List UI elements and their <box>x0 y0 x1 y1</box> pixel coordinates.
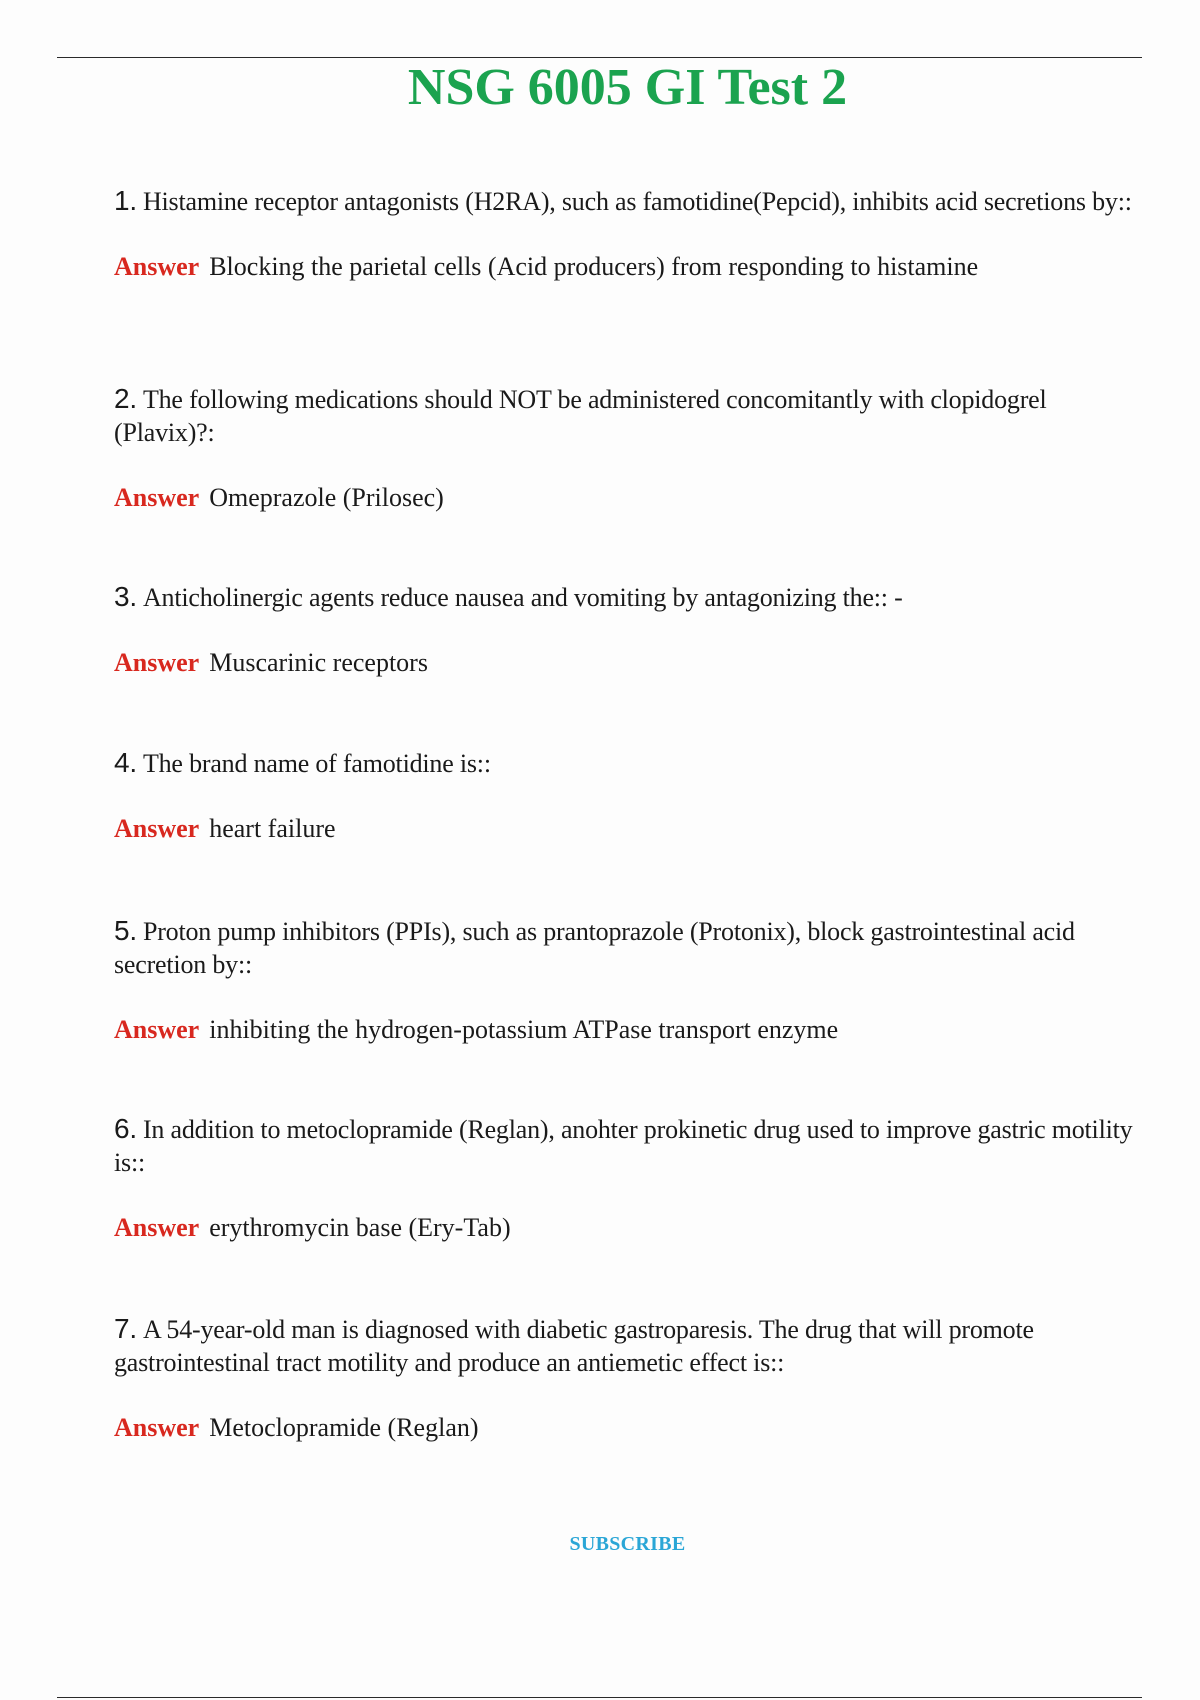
question-body: The brand name of famotidine is:: <box>142 749 491 778</box>
question-text <box>114 1312 1144 1379</box>
answer-label: Answer <box>114 1213 200 1242</box>
answer-label: Answer <box>114 483 200 512</box>
question-body: Proton pump inhibitors (PPIs), such as prantoprazole (Protonix), block gastrointestinal acid secretion by:: <box>114 917 1075 979</box>
question-block-7 <box>114 1312 1144 1444</box>
question-block-6 <box>114 1112 1144 1244</box>
question-body: Histamine receptor antagonists (H2RA), such as famotidine(Pepcid), inhibits acid secretions by:: <box>142 187 1132 216</box>
answer-label: Answer <box>114 252 200 281</box>
question-block-1 <box>114 184 1144 283</box>
question-number: 1. <box>114 185 137 216</box>
question-text <box>114 382 1144 449</box>
question-text <box>114 746 1144 780</box>
question-number: 4. <box>114 747 137 778</box>
answer-text: Omeprazole (Prilosec) <box>209 483 444 512</box>
answer-text: erythromycin base (Ery-Tab) <box>209 1213 511 1242</box>
bottom-divider <box>57 1697 1142 1698</box>
answer-label: Answer <box>114 814 200 843</box>
subscribe-link[interactable]: SUBSCRIBE <box>569 1533 686 1555</box>
question-body: A 54-year-old man is diagnosed with diabetic gastroparesis. The drug that will promote gastrointestinal tract motility and produce an antiemetic effect is:: <box>114 1315 1034 1377</box>
answer-line <box>114 812 1144 845</box>
question-body: The following medications should NOT be administered concomitantly with clopidogrel (Plavix)?: <box>114 385 1047 447</box>
question-number: 2. <box>114 383 137 414</box>
question-block-3 <box>114 580 1144 679</box>
page-title: NSG 6005 GI Test 2 <box>407 59 848 116</box>
answer-text: Blocking the parietal cells (Acid producers) from responding to histamine <box>209 252 979 281</box>
question-body: In addition to metoclopramide (Reglan), anohter prokinetic drug used to improve gastric motility is:: <box>114 1115 1133 1177</box>
question-text <box>114 914 1144 981</box>
answer-label: Answer <box>114 1413 200 1442</box>
question-body: Anticholinergic agents reduce nausea and vomiting by antagonizing the:: - <box>142 583 903 612</box>
question-block-2 <box>114 382 1144 514</box>
question-block-4 <box>114 746 1144 845</box>
answer-text: inhibiting the hydrogen-potassium ATPase transport enzyme <box>209 1015 839 1044</box>
answer-line <box>114 646 1144 679</box>
question-number: 6. <box>114 1113 137 1144</box>
question-block-5 <box>114 914 1144 1046</box>
question-text <box>114 184 1144 218</box>
question-number: 5. <box>114 915 137 946</box>
answer-line <box>114 481 1144 514</box>
answer-line <box>114 1013 1144 1046</box>
answer-line <box>114 1411 1144 1444</box>
question-text <box>114 580 1144 614</box>
answer-text: Metoclopramide (Reglan) <box>209 1413 479 1442</box>
answer-label: Answer <box>114 648 200 677</box>
answer-text: heart failure <box>209 814 336 843</box>
answer-label: Answer <box>114 1015 200 1044</box>
question-text <box>114 1112 1144 1179</box>
answer-text: Muscarinic receptors <box>209 648 428 677</box>
question-number: 7. <box>114 1313 137 1344</box>
question-number: 3. <box>114 581 137 612</box>
answer-line <box>114 250 1144 283</box>
answer-line <box>114 1211 1144 1244</box>
